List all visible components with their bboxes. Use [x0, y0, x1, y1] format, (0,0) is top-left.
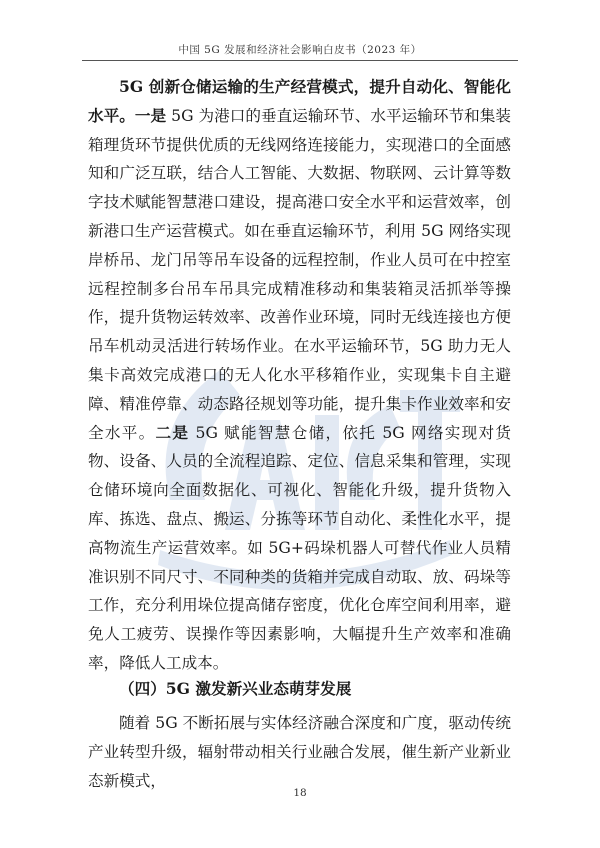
paragraph-text-ports: 5G 为港口的垂直运输环节、水平运输环节和集装箱理货环节提供优质的无线网络连接能力，实现港口的全面感知和广泛互联，结合人工智能、大数据、物联网、云计算等数字技术赋能智慧港口建设，提高港口安全水平和运营效率，创新港口生产运营模式。如在垂直运输环节，利用 5G 网络实现岸桥吊、龙门吊等吊车设备的远程控制，作业人员可在中控室远程控制多台吊车吊具完成精准移动和集装箱灵活抓举等操作，提升货物运转效率、改善作业环境，同时无线连接也方便吊车机动灵活进行转场作业。在水平运输环节，5G 助力无人集卡高效完成港口的无人化水平移箱作业，实现集卡自主避障、精准停靠、动态路径规划等功能，提升集卡作业效率和安全水平。: [88, 106, 511, 442]
body-paragraph-warehousing: [88, 73, 511, 678]
header-divider: [82, 60, 518, 61]
section-heading: （四）5G 激发新兴业态萌芽发展: [119, 679, 352, 698]
enumeration-label-first: 一是: [134, 105, 167, 125]
page-number: 18: [293, 787, 307, 799]
paragraph-text-warehousing: 5G 赋能智慧仓储，依托 5G 网络实现对货物、设备、人员的全流程追踪、定位、信息采集和管理，实现仓储环境向全面数据化、可视化、智能化升级，提升货物入库、拣选、盘点、搬运、分拣等环节自动化、柔性化水平，提高物流生产运营效率。如 5G+码垛机器人可替代作业人员精准识别不同尺寸、不同种类的货箱并完成自动取、放、码垛等工作，充分利用垛位提高储存密度，优化仓库空间利用率，避免人工疲劳、误操作等因素影响，大幅提升生产效率和准确率，降低人工成本。: [88, 423, 511, 672]
body-paragraph-new-business: 随着 5G 不断拓展与实体经济融合深度和广度，驱动传统产业转型升级，辐射带动相关行业融合发展，催生新产业新业态新模式，: [88, 714, 511, 790]
enumeration-label-second: 二是: [155, 422, 190, 442]
paragraph-lead-sentence: 5G 创新仓储运输的生产经营模式，提升自动化、智能化水平。: [88, 77, 511, 125]
running-header: 中国 5G 发展和经济社会影响白皮书（2023 年）: [178, 44, 422, 56]
